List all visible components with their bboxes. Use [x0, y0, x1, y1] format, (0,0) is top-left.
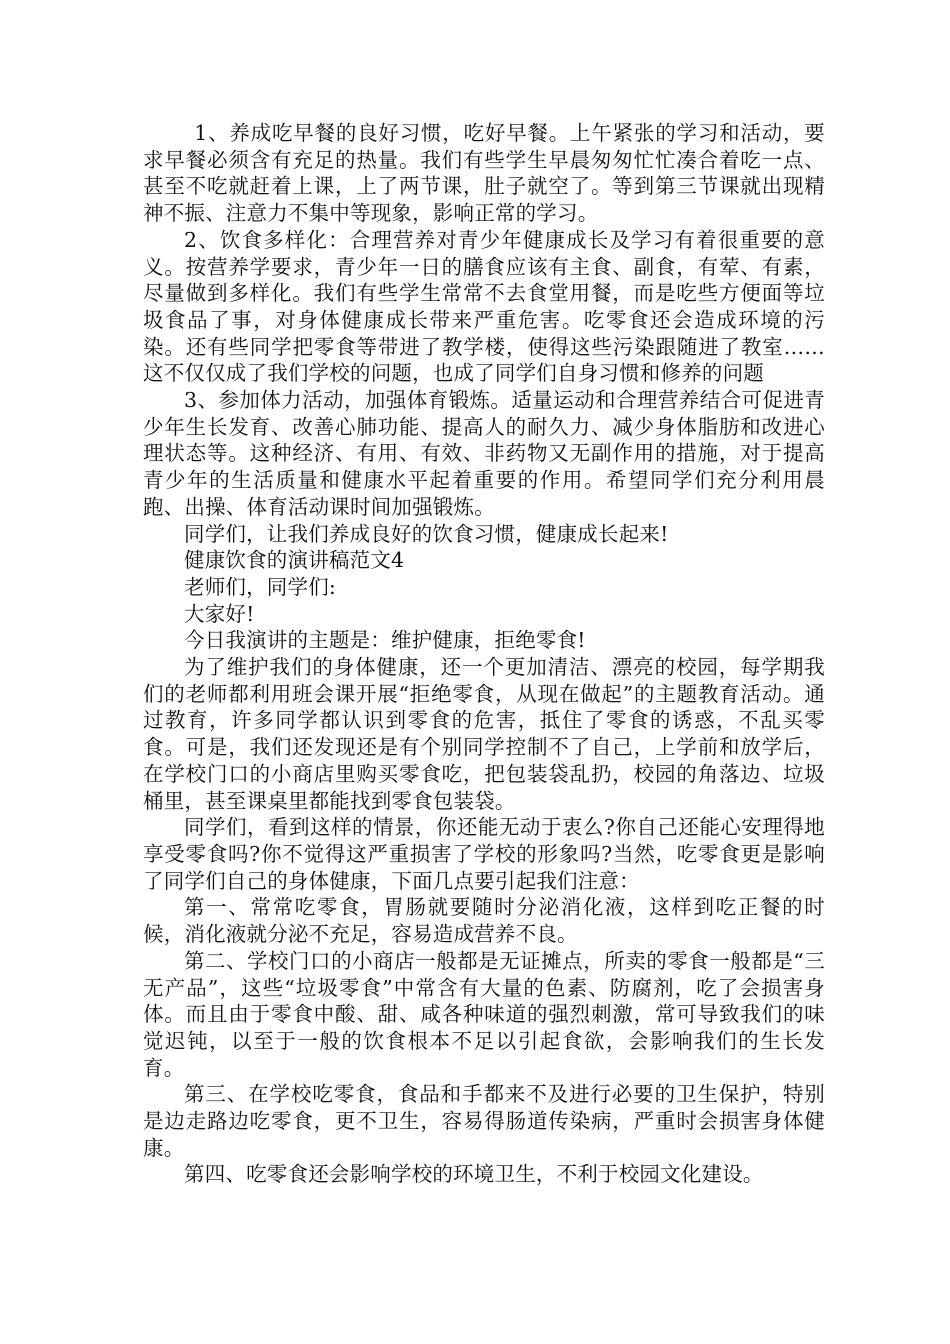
speech-topic: 今日我演讲的主题是：维护健康，拒绝零食!: [184, 628, 586, 653]
point-fourth: 第四、吃零食还会影响学校的环境卫生，不利于校园文化建设。: [184, 1162, 764, 1187]
paragraph-campus-cleanliness: 为了维护我们的身体健康，还一个更加清洁、漂亮的校园，每学期我们的老师都利用班会课开展“拒绝零食，从现在做起”的主题教育活动。通过教育，许多同学都认识到零食的危害，抵住了零食的诱惑，不乱买零食。可是，我们还发现还是有个别同学控制不了自己，上学前和放学后，在学校门口的小商店里购买零食吃，把包装袋乱扔，校园的角落边、垃圾桶里，甚至课桌里都能找到零食包装袋。: [143, 655, 825, 813]
paragraph-appeal: 同学们，看到这样的情景，你还能无动于衷么?你自己还能心安理得地享受零食吗?你不觉得这严重损害了学校的形象吗?当然，吃零食更是影响了同学们自己的身体健康，下面几点要引起我们注意：: [143, 815, 825, 893]
paragraph-breakfast-habit: 1、养成吃早餐的良好习惯，吃好早餐。上午紧张的学习和活动，要求早餐必须含有充足的热量。我们有些学生早晨匆匆忙忙凑合着吃一点、甚至不吃就赶着上课，上了两节课，肚子就空了。等到第三节课就出现精神不振、注意力不集中等现象，影响正常的学习。: [143, 121, 825, 226]
document-body: [143, 120, 825, 1188]
section-heading: 健康饮食的演讲稿范文4: [184, 548, 405, 573]
greeting: 大家好!: [184, 601, 255, 626]
point-first: 第一、常常吃零食，胃肠就要随时分泌消化液，这样到吃正餐的时候，消化液就分泌不充足，容易造成营养不良。: [143, 895, 825, 947]
paragraph-physical-activity: 3、参加体力活动，加强体育锻炼。适量运动和合理营养结合可促进青少年生长发育、改善心肺功能、提高人的耐久力、减少身体脂肪和改进心理状态等。这种经济、有用、有效、非药物又无副作用的措施，对于提高青少年的生活质量和健康水平起着重要的作用。希望同学们充分利用晨跑、出操、体育活动课时间加强锻炼。: [143, 388, 825, 519]
paragraph-diet-variety: 2、饮食多样化：合理营养对青少年健康成长及学习有着很重要的意义。按营养学要求，青少年一日的膳食应该有主食、副食，有荤、有素，尽量做到多样化。我们有些学生常常不去食堂用餐，而是吃些方便面等垃圾食品了事，对身体健康成长带来严重危害。吃零食还会造成环境的污染。还有些同学把零食等带进了教学楼，使得这些污染跟随进了教室……这不仅仅成了我们学校的问题，也成了同学们自身习惯和修养的问题: [143, 227, 825, 386]
point-second: 第二、学校门口的小商店一般都是无证摊点，所卖的零食一般都是“三无产品”，这些“垃圾零食”中常含有大量的色素、防腐剂，吃了会损害身体。而且由于零食中酸、甜、咸各种味道的强烈刺激，常可导致我们的味觉迟钝，以至于一般的饮食根本不足以引起食欲，会影响我们的生长发育。: [143, 948, 825, 1080]
point-third: 第三、在学校吃零食，食品和手都来不及进行必要的卫生保护，特别是边走路边吃零食，更不卫生，容易得肠道传染病，严重时会损害身体健康。: [143, 1082, 825, 1160]
salutation-teachers-students: 老师们，同学们:: [184, 574, 337, 599]
paragraph-closing-call: 同学们，让我们养成良好的饮食习惯，健康成长起来!: [184, 521, 669, 546]
